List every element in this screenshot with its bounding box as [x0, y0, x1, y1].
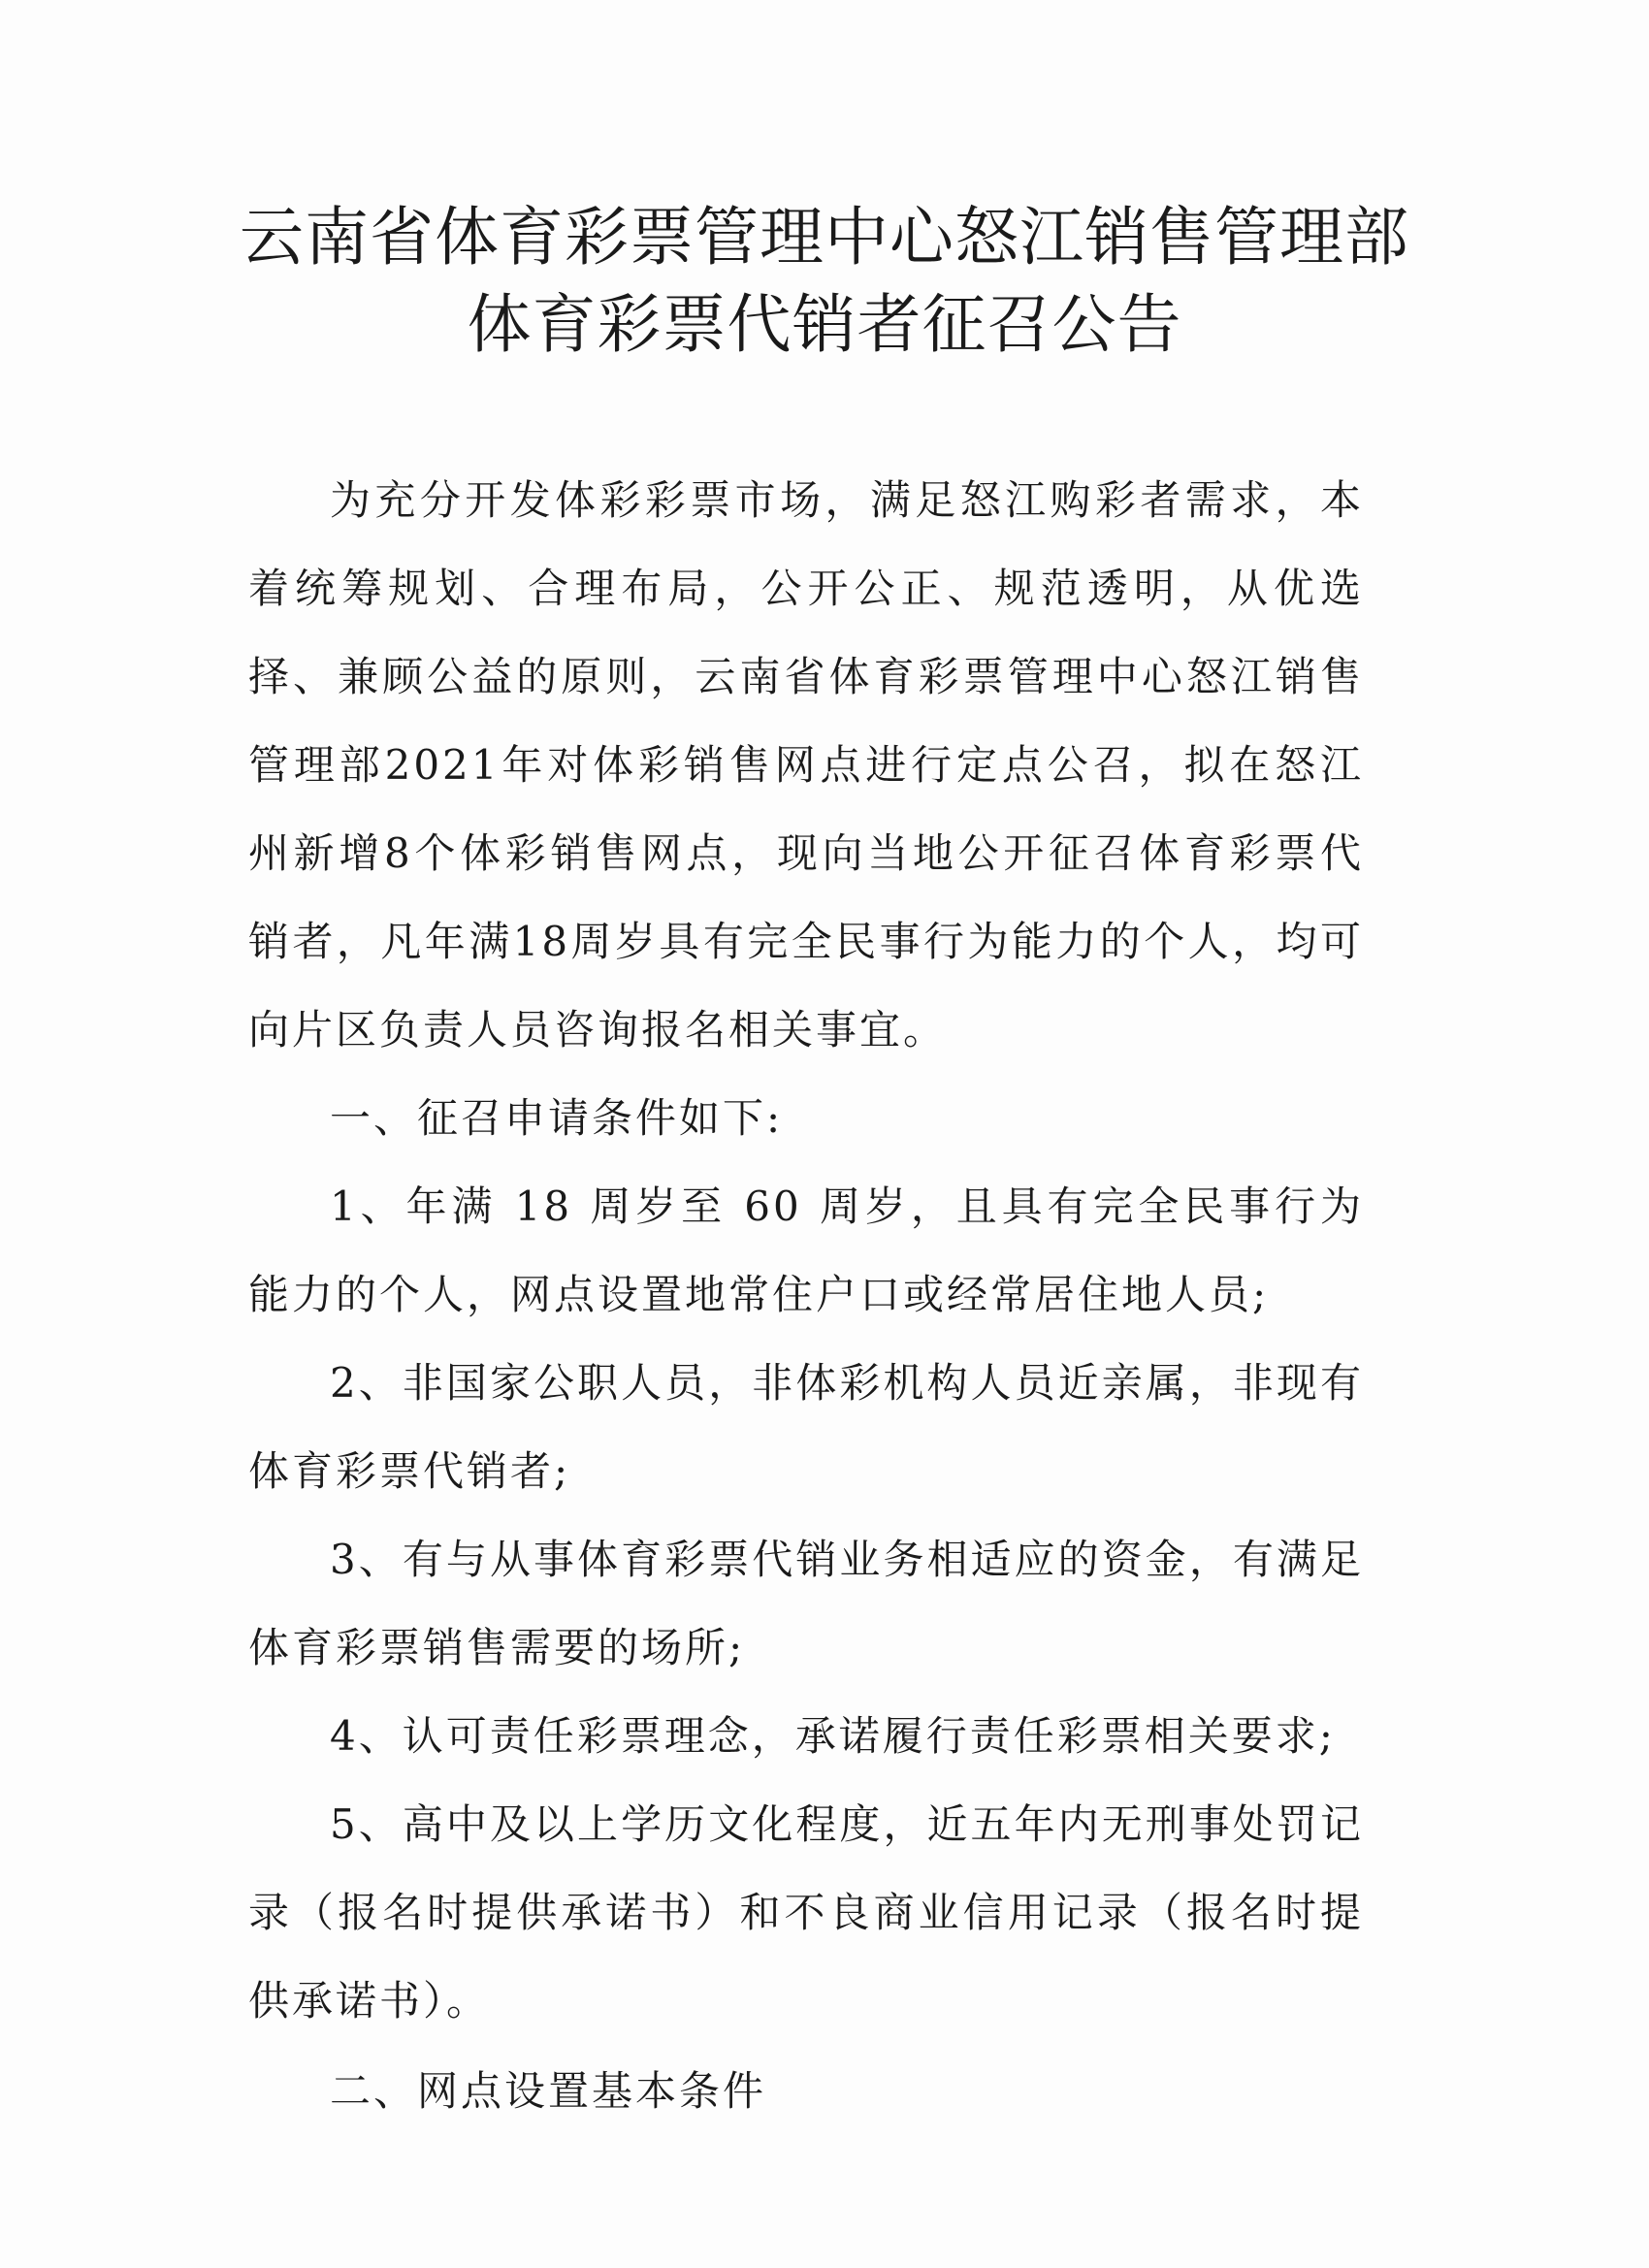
condition-item-5: 5、高中及以上学历文化程度，近五年内无刑事处罚记录（报名时提供承诺书）和不良商业信用记录（报名时提供承诺书）。	[248, 1800, 1364, 2025]
document-body	[248, 456, 1364, 2135]
condition-item-2: 2、非国家公职人员，非体彩机构人员近亲属，非现有体育彩票代销者;	[248, 1359, 1364, 1495]
condition-item-4: 4、认可责任彩票理念，承诺履行责任彩票相关要求;	[330, 1712, 1336, 1760]
document-title-line-2: 体育彩票代销者征召公告	[467, 287, 1182, 362]
condition-item-1: 1、年满 18 周岁至 60 周岁，且具有完全民事行为能力的个人，网点设置地常住户口或经常居住地人员;	[248, 1183, 1364, 1318]
intro-paragraph: 为充分开发体彩彩票市场，满足怒江购彩者需求，本着统筹规划、合理布局，公开公正、规范透明，从优选择、兼顾公益的原则，云南省体育彩票管理中心怒江销售管理部2021年对体彩销售网点进行定点公召，拟在怒江州新增8个体彩销售网点，现向当地公开征召体育彩票代销者，凡年满18周岁具有完全民事行为能力的个人，均可向片区负责人员咨询报名相关事宜。	[248, 476, 1364, 1053]
section-heading-conditions: 一、征召申请条件如下:	[330, 1094, 784, 1142]
condition-item-3: 3、有与从事体育彩票代销业务相适应的资金，有满足体育彩票销售需要的场所;	[248, 1536, 1364, 1671]
document-title-line-1: 云南省体育彩票管理中心怒江销售管理部	[240, 200, 1409, 275]
section-heading-outlet: 二、网点设置基本条件	[330, 2067, 767, 2115]
